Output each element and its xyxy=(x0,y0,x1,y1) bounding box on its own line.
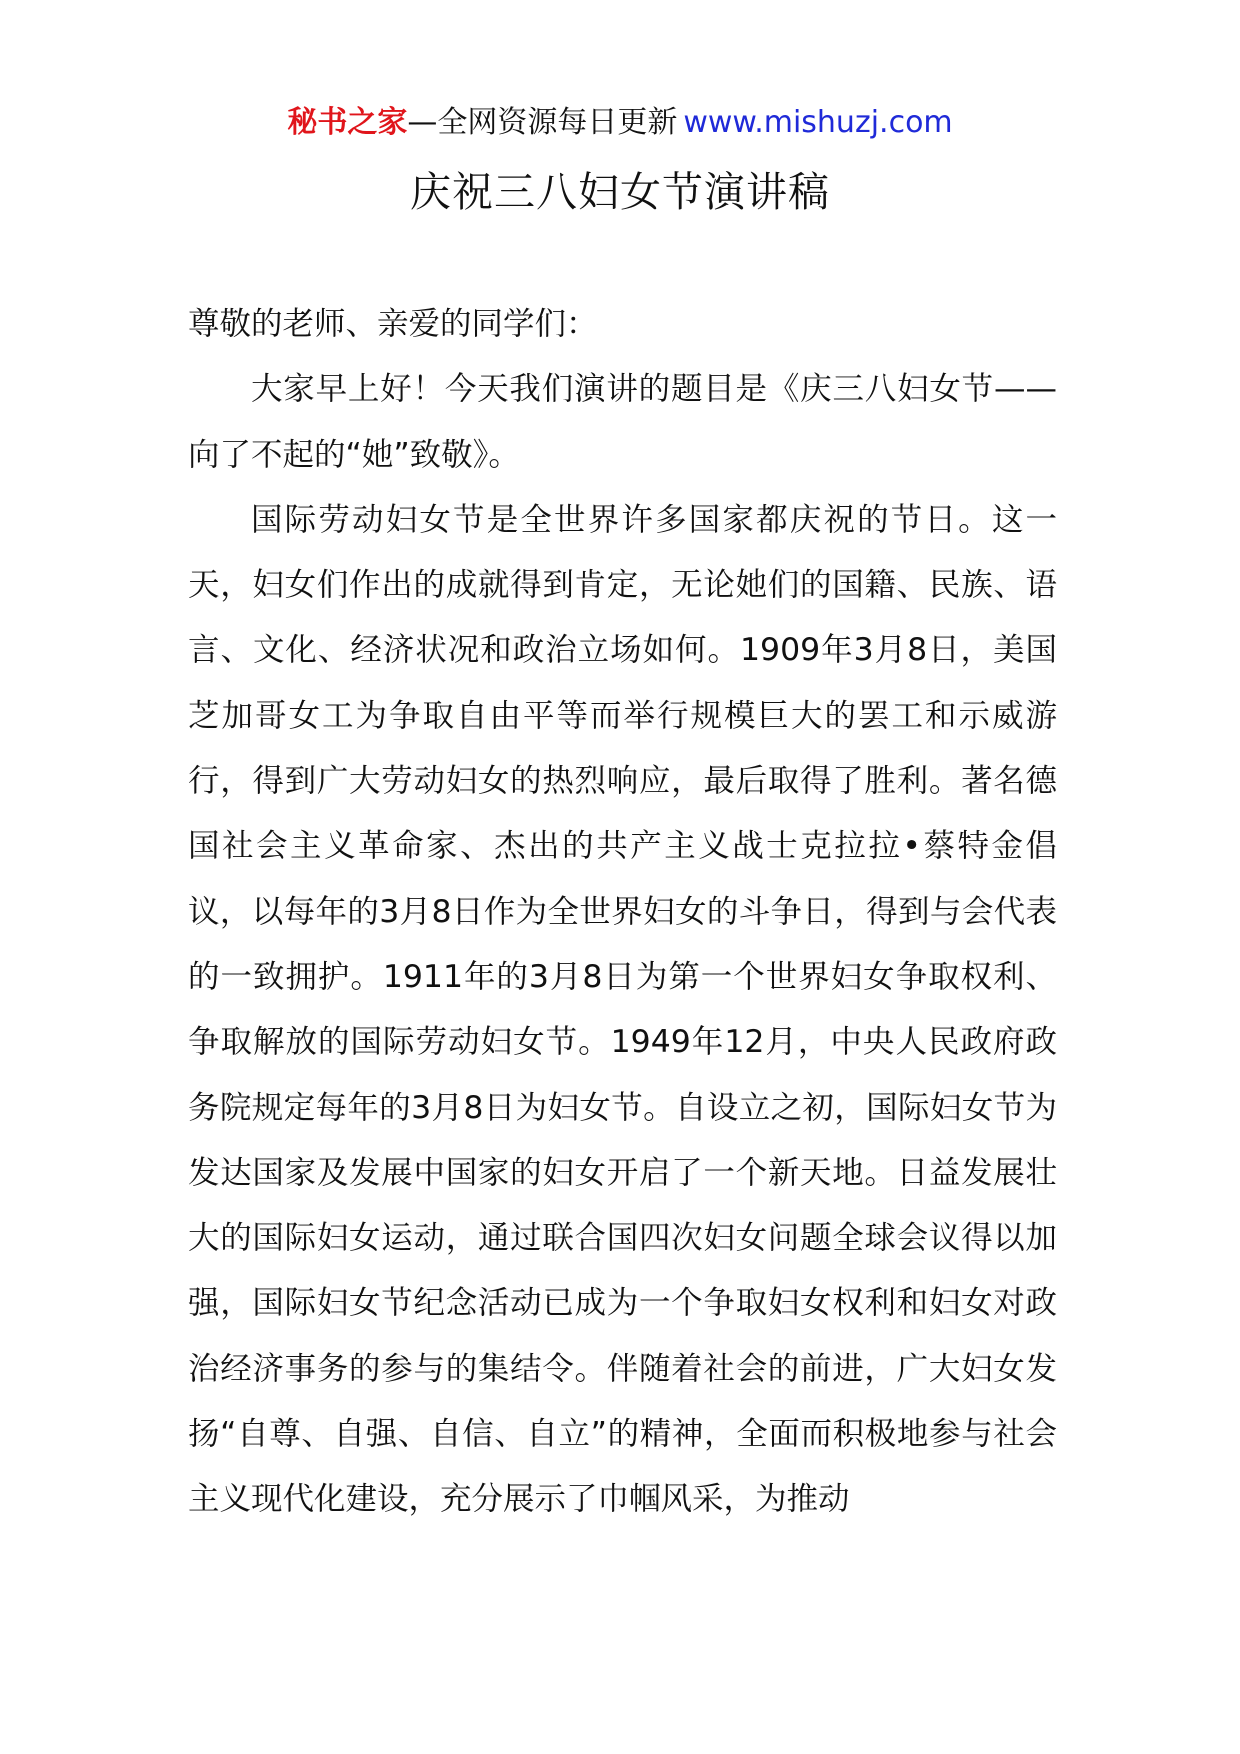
document-body xyxy=(188,292,1057,1533)
banner-tagline: —全网资源每日更新 xyxy=(407,105,678,140)
site-banner xyxy=(0,100,1240,146)
salutation: 尊敬的老师、亲爱的同学们： xyxy=(188,306,598,342)
paragraph: 国际劳动妇女节是全世界许多国家都庆祝的节日。这一天，妇女们作出的成就得到肯定，无论她们的国籍、民族、语言、文化、经济状况和政治立场如何。1909年3月8日，美国芝加哥女工为争取自由平等而举行规模巨大的罢工和示威游行，得到广大劳动妇女的热烈响应，最后取得了胜利。著名德国社会主义革命家、杰出的共产主义战士克拉拉•蔡特金倡议，以每年的3月8日作为全世界妇女的斗争日，得到与会代表的一致拥护。1911年的3月8日为第一个世界妇女争取权利、争取解放的国际劳动妇女节。1949年12月，中央人民政府政务院规定每年的3月8日为妇女节。自设立之初，国际妇女节为发达国家及发展中国家的妇女开启了一个新天地。日益发展壮大的国际妇女运动，通过联合国四次妇女问题全球会议得以加强，国际妇女节纪念活动已成为一个争取妇女权利和妇女对政治经济事务的参与的集结令。伴随着社会的前进，广大妇女发扬“自尊、自强、自信、自立”的精神，全面而积极地参与社会主义现代化建设，充分展示了巾帼风采，为推动 xyxy=(188,501,1057,1518)
site-url-link[interactable]: www.mishuzj.com xyxy=(683,105,953,140)
brand-name: 秘书之家 xyxy=(287,105,408,140)
paragraph: 大家早上好！今天我们演讲的题目是《庆三八妇女节——向了不起的“她”致敬》。 xyxy=(188,371,1057,473)
document-title: 庆祝三八妇女节演讲稿 xyxy=(410,168,830,216)
